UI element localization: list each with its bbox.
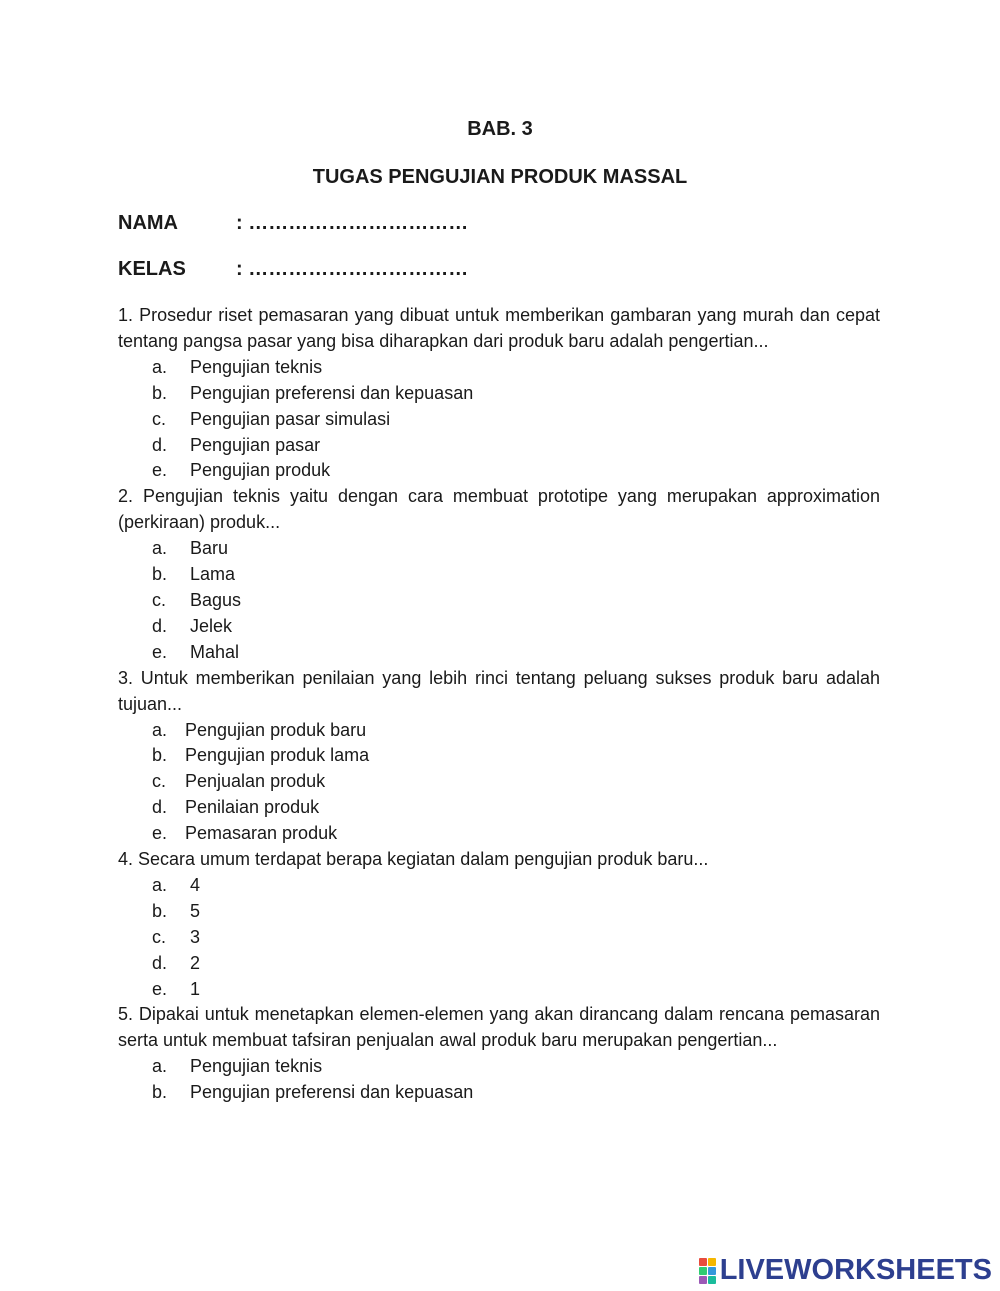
question-text: 4. Secara umum terdapat berapa kegiatan dalam pengujian produk baru... — [118, 849, 709, 870]
option-text: 3 — [190, 926, 201, 947]
option-text: Pengujian preferensi dan kepuasan — [190, 382, 474, 403]
option-text: Baru — [190, 538, 229, 559]
logo-blocks-icon — [699, 1258, 716, 1284]
name-blank[interactable]: : …………………………… — [236, 212, 469, 234]
option-b[interactable] — [118, 899, 880, 925]
option-letter: b. — [152, 745, 168, 766]
option-b[interactable] — [118, 1080, 880, 1106]
option-list — [118, 718, 880, 848]
option-text: Lama — [190, 564, 236, 585]
class-label: KELAS — [118, 258, 186, 280]
option-letter: b. — [152, 564, 168, 585]
question-text: 5. Dipakai untuk menetapkan elemen-elemen yang akan dirancang dalam rencana pemasaran serta untuk membuat tafsiran penjualan awal produk baru merupakan pengertian... — [118, 1004, 880, 1051]
option-text: Mahal — [190, 641, 240, 662]
option-text: 5 — [190, 900, 201, 921]
option-letter: e. — [152, 823, 168, 844]
option-b[interactable] — [118, 562, 880, 588]
class-field — [118, 258, 468, 281]
worksheet-title: TUGAS PENGUJIAN PRODUK MASSAL — [312, 166, 688, 188]
option-c[interactable] — [118, 769, 880, 795]
question-2 — [118, 484, 880, 665]
option-letter: a. — [152, 1056, 168, 1077]
option-text: Pengujian teknis — [190, 356, 323, 377]
option-d[interactable] — [118, 433, 880, 459]
option-e[interactable] — [118, 977, 880, 1003]
option-letter: c. — [152, 771, 167, 792]
option-text: Penilaian produk — [185, 797, 320, 818]
option-b[interactable] — [118, 743, 880, 769]
option-text: Penjualan produk — [185, 771, 326, 792]
option-c[interactable] — [118, 588, 880, 614]
option-letter: d. — [152, 952, 168, 973]
option-text: Pengujian produk — [190, 460, 331, 481]
question-text: 3. Untuk memberikan penilaian yang lebih rinci tentang peluang sukses produk baru adalah tujuan... — [118, 667, 880, 714]
question-3 — [118, 666, 880, 847]
option-letter: c. — [152, 589, 167, 610]
option-text: Pengujian teknis — [190, 1056, 323, 1077]
option-text: 4 — [190, 874, 201, 895]
option-c[interactable] — [118, 407, 880, 433]
name-field — [118, 212, 468, 235]
option-d[interactable] — [118, 614, 880, 640]
brand-name: LIVEWORKSHEETS — [719, 1254, 992, 1286]
option-letter: a. — [152, 356, 168, 377]
option-e[interactable] — [118, 640, 880, 666]
option-text: Pengujian produk lama — [185, 745, 370, 766]
logo-block — [699, 1258, 707, 1266]
class-blank[interactable]: : …………………………… — [236, 258, 469, 280]
option-list — [118, 536, 880, 666]
option-a[interactable] — [118, 355, 880, 381]
option-a[interactable] — [118, 1054, 880, 1080]
option-d[interactable] — [118, 795, 880, 821]
option-letter: d. — [152, 615, 168, 636]
option-letter: b. — [152, 382, 168, 403]
option-letter: e. — [152, 460, 168, 481]
option-letter: d. — [152, 797, 168, 818]
logo-block — [699, 1267, 707, 1275]
option-letter: e. — [152, 641, 168, 662]
option-text: 1 — [190, 978, 201, 999]
option-text: Pengujian pasar — [190, 434, 321, 455]
option-letter: a. — [152, 538, 168, 559]
option-c[interactable] — [118, 925, 880, 951]
option-letter: e. — [152, 978, 168, 999]
option-e[interactable] — [118, 821, 880, 847]
option-d[interactable] — [118, 951, 880, 977]
question-5 — [118, 1002, 880, 1106]
logo-block — [708, 1267, 716, 1275]
question-1 — [118, 303, 880, 484]
option-text: Pengujian pasar simulasi — [190, 408, 391, 429]
option-b[interactable] — [118, 381, 880, 407]
question-text: 2. Pengujian teknis yaitu dengan cara membuat prototipe yang merupakan approximation (perkiraan) produk... — [118, 486, 880, 533]
logo-block — [699, 1276, 707, 1284]
question-4 — [118, 847, 880, 1002]
option-letter: a. — [152, 719, 168, 740]
option-letter: c. — [152, 926, 167, 947]
option-e[interactable] — [118, 458, 880, 484]
option-text: Jelek — [190, 615, 233, 636]
chapter-heading: BAB. 3 — [467, 118, 533, 140]
option-text: Pengujian produk baru — [185, 719, 367, 740]
option-letter: d. — [152, 434, 168, 455]
option-letter: c. — [152, 408, 167, 429]
option-a[interactable] — [118, 718, 880, 744]
liveworksheets-logo[interactable] — [699, 1254, 992, 1287]
question-list — [118, 303, 880, 1106]
logo-block — [708, 1276, 716, 1284]
option-a[interactable] — [118, 536, 880, 562]
option-text: Pemasaran produk — [185, 823, 338, 844]
option-text: Pengujian preferensi dan kepuasan — [190, 1082, 474, 1103]
option-text: 2 — [190, 952, 201, 973]
option-list — [118, 873, 880, 1003]
option-a[interactable] — [118, 873, 880, 899]
name-label: NAMA — [118, 212, 178, 234]
option-list — [118, 355, 880, 485]
question-text: 1. Prosedur riset pemasaran yang dibuat untuk memberikan gambaran yang murah dan cepat tentang pangsa pasar yang bisa diharapkan dari produk baru adalah pengertian... — [118, 305, 880, 351]
logo-block — [708, 1258, 716, 1266]
option-letter: b. — [152, 1082, 168, 1103]
option-letter: b. — [152, 900, 168, 921]
option-text: Bagus — [190, 589, 242, 610]
option-list — [118, 1054, 880, 1106]
option-letter: a. — [152, 874, 168, 895]
